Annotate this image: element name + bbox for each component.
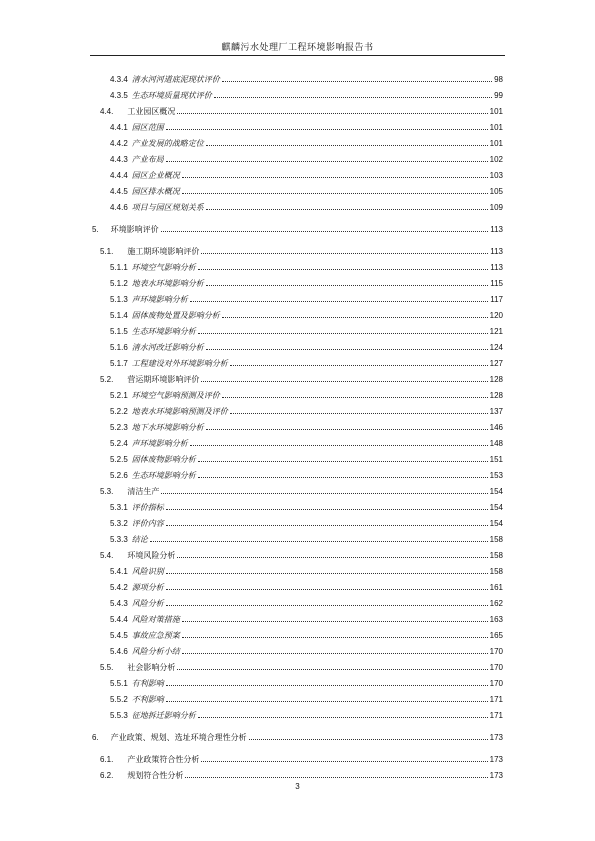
toc-entry-title: 产业政策、规划、选址环境合理性分析 (110, 733, 247, 742)
toc-entry-number: 5.1.1 (110, 263, 128, 272)
toc-entry-title: 项目与园区规划关系 (131, 203, 204, 212)
toc-entry-number: 5.4.2 (110, 583, 128, 592)
toc-entry[interactable] (110, 356, 503, 372)
toc-entry-number: 5.5.2 (110, 695, 128, 704)
toc-entry-page: 154 (489, 503, 503, 512)
toc-entry-title: 生态环境影响分析 (131, 471, 196, 480)
toc-entry-number: 5.4.6 (110, 647, 128, 656)
toc-entry-page: 170 (489, 679, 503, 688)
toc-entry-number: 5.4. (100, 551, 114, 560)
dot-leader (198, 333, 488, 334)
toc-entry-title: 有利影响 (131, 679, 164, 688)
toc-entry-page: 105 (489, 187, 503, 196)
toc-entry[interactable] (110, 436, 503, 452)
dot-leader (182, 621, 488, 622)
toc-entry-page: 151 (489, 455, 503, 464)
dot-leader (206, 209, 488, 210)
toc-entry-number: 6.1. (100, 755, 114, 764)
toc-entry[interactable] (110, 324, 503, 340)
toc-entry-number: 5.5.3 (110, 711, 128, 720)
toc-entry-number: 4.4.6 (110, 203, 128, 212)
toc-entry-title: 地表水环境影响分析 (131, 279, 204, 288)
toc-entry-page: 171 (489, 711, 503, 720)
toc-entry[interactable] (92, 222, 503, 238)
toc-entry-page: 173 (489, 771, 503, 780)
toc-entry-page: 113 (490, 263, 503, 272)
toc-entry[interactable] (110, 404, 503, 420)
toc-entry-number: 5.1.3 (110, 295, 128, 304)
dot-leader (182, 193, 488, 194)
toc-entry-page: 101 (489, 107, 503, 116)
toc-entry-title: 结论 (131, 535, 148, 544)
toc-entry-title: 不利影响 (131, 695, 164, 704)
dot-leader (182, 653, 488, 654)
dot-leader (230, 365, 488, 366)
toc-entry-title: 环境空气影响预测及评价 (131, 391, 220, 400)
toc-entry-page: 137 (489, 407, 503, 416)
toc-entry-title: 园区范围 (131, 123, 164, 132)
dot-leader (198, 461, 488, 462)
dot-leader (249, 739, 488, 740)
toc-entry[interactable] (110, 708, 503, 724)
toc-entry-title: 地表水环境影响预测及评价 (131, 407, 228, 416)
toc-entry-page: 165 (489, 631, 503, 640)
dot-leader (206, 285, 488, 286)
toc-entry-page: 127 (489, 359, 503, 368)
header-rule (90, 55, 505, 56)
toc-entry-page: 146 (489, 423, 503, 432)
toc-entry-number: 5.1.7 (110, 359, 128, 368)
toc-entry-page: 158 (489, 551, 503, 560)
dot-leader (177, 669, 487, 670)
dot-leader (182, 637, 488, 638)
toc-entry-title: 声环境影响分析 (131, 439, 188, 448)
toc-entry-page: 173 (489, 733, 503, 742)
toc-entry-number: 4.4.3 (110, 155, 128, 164)
running-header: 麒麟污水处理厂工程环境影响报告书 (221, 43, 374, 53)
dot-leader (166, 573, 488, 574)
toc-entry-number: 5. (92, 225, 99, 234)
toc-entry-title: 环境空气影响分析 (131, 263, 196, 272)
dot-leader (177, 113, 487, 114)
toc-entry-number: 5.1.5 (110, 327, 128, 336)
toc-entry-page: 161 (489, 583, 503, 592)
toc-entry-number: 5.2.1 (110, 391, 128, 400)
toc-entry-page: 121 (489, 327, 503, 336)
toc-entry[interactable] (110, 200, 503, 216)
toc-entry-title: 园区排水概况 (131, 187, 180, 196)
toc-entry[interactable] (100, 484, 503, 500)
toc-entry-number: 6. (92, 733, 99, 742)
toc-entry-page: 102 (489, 155, 503, 164)
toc-entry[interactable] (110, 136, 503, 152)
toc-entry-page: 148 (489, 439, 503, 448)
toc-entry-number: 5.4.4 (110, 615, 128, 624)
dot-leader (198, 477, 488, 478)
toc-entry-number: 4.4.4 (110, 171, 128, 180)
toc-entry-title: 风险对策措施 (131, 615, 180, 624)
toc-entry-page: 120 (489, 311, 503, 320)
toc-entry-title: 声环境影响分析 (131, 295, 188, 304)
toc-entry[interactable] (100, 104, 503, 120)
toc-entry[interactable] (110, 580, 503, 596)
toc-entry[interactable] (110, 612, 503, 628)
toc-entry-page: 158 (489, 567, 503, 576)
toc-entry[interactable] (110, 184, 503, 200)
toc-entry-title: 生态环境质量现状评价 (131, 91, 212, 100)
dot-leader (190, 445, 488, 446)
toc-entry[interactable] (110, 532, 503, 548)
toc-entry-page: 124 (489, 343, 503, 352)
toc-entry[interactable] (110, 308, 503, 324)
toc-entry-page: 98 (494, 75, 503, 84)
dot-leader (166, 589, 488, 590)
toc-entry[interactable] (110, 388, 503, 404)
toc-entry-number: 5.2.2 (110, 407, 128, 416)
toc-entry-page: 154 (489, 487, 503, 496)
toc-entry-page: 163 (489, 615, 503, 624)
dot-leader (166, 685, 488, 686)
toc-entry-number: 5.1. (100, 247, 114, 256)
toc-entry-number: 5.5.1 (110, 679, 128, 688)
toc-entry-page: 158 (489, 535, 503, 544)
toc-entry-page: 117 (490, 295, 503, 304)
toc-entry-title: 施工期环境影响评价 (127, 247, 200, 256)
toc-entry-number: 5.2.3 (110, 423, 128, 432)
toc-entry-title: 产业发展的战略定位 (131, 139, 204, 148)
toc-entry-title: 风险识别 (131, 567, 164, 576)
toc-entry-number: 5.4.5 (110, 631, 128, 640)
toc-entry-title: 生态环境影响分析 (131, 327, 196, 336)
dot-leader (201, 253, 488, 254)
toc-entry-number: 5.3. (100, 487, 114, 496)
toc-entry-page: 109 (489, 203, 503, 212)
toc-entry-title: 征地拆迁影响分析 (131, 711, 196, 720)
toc-entry-number: 5.4.3 (110, 599, 128, 608)
toc-entry-page: 154 (489, 519, 503, 528)
toc-entry-title: 工程建设对外环境影响分析 (131, 359, 228, 368)
toc-entry-number: 5.2. (100, 375, 114, 384)
dot-leader (166, 129, 488, 130)
toc-entry-title: 清洁生产 (127, 487, 160, 496)
dot-leader (201, 381, 487, 382)
toc-entry[interactable] (110, 628, 503, 644)
toc-entry[interactable] (110, 692, 503, 708)
toc-entry-page: 171 (489, 695, 503, 704)
toc-entry-page: 103 (489, 171, 503, 180)
toc-entry[interactable] (110, 564, 503, 580)
toc-entry-page: 173 (489, 755, 503, 764)
dot-leader (222, 397, 488, 398)
toc-entry[interactable] (110, 292, 503, 308)
dot-leader (190, 301, 488, 302)
toc-entry-page: 170 (489, 663, 503, 672)
toc-entry-number: 5.3.1 (110, 503, 128, 512)
dot-leader (166, 525, 488, 526)
toc-entry-title: 风险分析 (131, 599, 164, 608)
toc-entry[interactable] (110, 168, 503, 184)
toc-entry-title: 环境风险分析 (127, 551, 176, 560)
dot-leader (150, 541, 488, 542)
toc-entry-title: 清水河改迁影响分析 (131, 343, 204, 352)
toc-entry[interactable] (110, 644, 503, 660)
toc-entry-title: 环境影响评价 (110, 225, 159, 234)
toc-entry-title: 园区企业概况 (131, 171, 180, 180)
toc-entry-page: 101 (489, 123, 503, 132)
toc-entry[interactable] (110, 120, 503, 136)
toc-entry-number: 5.2.4 (110, 439, 128, 448)
toc-entry-number: 4.4.2 (110, 139, 128, 148)
dot-leader (166, 509, 488, 510)
toc-entry[interactable] (100, 372, 503, 388)
dot-leader (206, 349, 488, 350)
toc-entry-number: 5.3.3 (110, 535, 128, 544)
toc-entry-page: 99 (494, 91, 503, 100)
dot-leader (166, 161, 488, 162)
dot-leader (198, 717, 488, 718)
toc-entry-title: 地下水环境影响分析 (131, 423, 204, 432)
toc-entry-page: 113 (490, 225, 503, 234)
toc-entry-title: 固体废物影响分析 (131, 455, 196, 464)
toc-entry[interactable] (110, 500, 503, 516)
dot-leader (222, 81, 492, 82)
toc-entry-title: 产业政策符合性分析 (127, 755, 200, 764)
toc-entry-number: 5.2.5 (110, 455, 128, 464)
toc-entry-title: 评价内容 (131, 519, 164, 528)
dot-leader (161, 231, 489, 232)
toc-entry-title: 固体废物处置及影响分析 (131, 311, 220, 320)
toc-entry[interactable] (110, 340, 503, 356)
toc-entry[interactable] (92, 730, 503, 746)
toc-entry-page: 128 (489, 391, 503, 400)
dot-leader (222, 317, 488, 318)
dot-leader (201, 761, 487, 762)
dot-leader (166, 605, 488, 606)
toc-entry[interactable] (100, 548, 503, 564)
toc-entry-page: 170 (489, 647, 503, 656)
dot-leader (177, 557, 487, 558)
toc-entry-page: 101 (489, 139, 503, 148)
toc-entry[interactable] (110, 676, 503, 692)
dot-leader (230, 413, 488, 414)
dot-leader (185, 777, 487, 778)
toc-entry[interactable] (110, 276, 503, 292)
toc-entry[interactable] (100, 752, 503, 768)
dot-leader (206, 429, 488, 430)
toc-entry-number: 4.4. (100, 107, 114, 116)
toc-entry-title: 社会影响分析 (127, 663, 176, 672)
toc-entry-title: 风险分析小结 (131, 647, 180, 656)
toc-entry-number: 4.4.5 (110, 187, 128, 196)
page-number: 3 (295, 782, 300, 791)
toc-entry-number: 5.3.2 (110, 519, 128, 528)
toc-entry-number: 4.4.1 (110, 123, 128, 132)
dot-leader (198, 269, 488, 270)
dot-leader (214, 97, 492, 98)
toc-entry[interactable] (110, 260, 503, 276)
toc-entry-number: 5.1.6 (110, 343, 128, 352)
toc-entry-title: 营运期环境影响评价 (127, 375, 200, 384)
toc-entry[interactable] (110, 420, 503, 436)
toc-entry-title: 源项分析 (131, 583, 164, 592)
dot-leader (161, 493, 487, 494)
toc-entry-number: 5.4.1 (110, 567, 128, 576)
toc-entry[interactable] (110, 72, 503, 88)
toc-entry-page: 113 (490, 247, 503, 256)
toc-entry[interactable] (100, 244, 503, 260)
toc-entry[interactable] (110, 152, 503, 168)
toc-entry-number: 4.3.4 (110, 75, 128, 84)
toc-entry-page: 162 (489, 599, 503, 608)
toc-entry[interactable] (110, 452, 503, 468)
toc-entry-title: 产业布局 (131, 155, 164, 164)
toc-entry[interactable] (110, 516, 503, 532)
toc-entry[interactable] (110, 468, 503, 484)
toc-entry-title: 规划符合性分析 (127, 771, 184, 780)
toc-entry[interactable] (100, 660, 503, 676)
toc-entry-title: 清水河河道底泥现状评价 (131, 75, 220, 84)
dot-leader (206, 145, 488, 146)
toc-entry-number: 4.3.5 (110, 91, 128, 100)
toc-entry-number: 5.5. (100, 663, 114, 672)
toc-entry-title: 事故应急预案 (131, 631, 180, 640)
toc-entry-number: 5.1.2 (110, 279, 128, 288)
toc-entry-number: 5.2.6 (110, 471, 128, 480)
dot-leader (166, 701, 488, 702)
dot-leader (182, 177, 488, 178)
toc-entry-number: 5.1.4 (110, 311, 128, 320)
toc-entry-number: 6.2. (100, 771, 114, 780)
toc-entry-page: 128 (489, 375, 503, 384)
toc-entry[interactable] (110, 88, 503, 104)
toc-entry-page: 153 (489, 471, 503, 480)
toc-entry-title: 工业园区概况 (127, 107, 176, 116)
toc-entry[interactable] (110, 596, 503, 612)
toc-entry-title: 评价指标 (131, 503, 164, 512)
toc-entry-page: 115 (490, 279, 503, 288)
